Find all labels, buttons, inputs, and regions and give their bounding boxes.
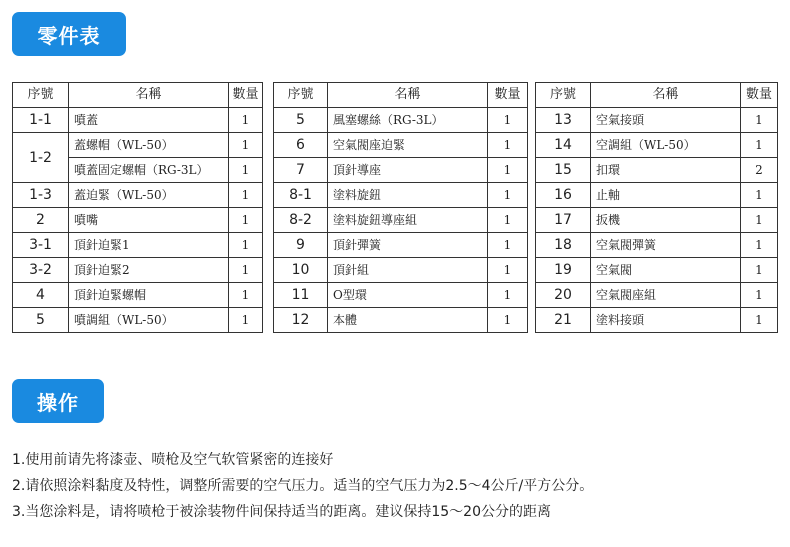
part-name: 空氣閥座組 xyxy=(591,283,741,308)
part-number: 5 xyxy=(274,108,328,133)
part-quantity: 1 xyxy=(741,233,778,258)
table-header-row xyxy=(274,83,528,108)
part-quantity: 1 xyxy=(741,308,778,333)
operation-heading: 操作 xyxy=(12,379,104,423)
part-number: 20 xyxy=(536,283,591,308)
part-number: 12 xyxy=(274,308,328,333)
table-row xyxy=(13,233,263,258)
part-quantity: 1 xyxy=(488,308,528,333)
table-row xyxy=(13,283,263,308)
table-row xyxy=(536,108,778,133)
part-quantity: 1 xyxy=(229,208,263,233)
part-quantity: 1 xyxy=(488,133,528,158)
part-name: 噴調組（WL-50） xyxy=(69,308,229,333)
instruction-item: 3.当您涂料是，请将喷枪于被涂装物件间保持适当的距离。建议保持15～20公分的距离 xyxy=(12,504,551,520)
part-name: 頂針組 xyxy=(328,258,488,283)
parts-table-1 xyxy=(12,82,263,333)
part-quantity: 1 xyxy=(229,258,263,283)
part-number: 8-2 xyxy=(274,208,328,233)
part-number: 9 xyxy=(274,233,328,258)
part-name: 塗料旋鈕 xyxy=(328,183,488,208)
part-quantity: 1 xyxy=(741,208,778,233)
part-name: 扣環 xyxy=(591,158,741,183)
part-quantity: 1 xyxy=(741,283,778,308)
part-name: 塗料接頭 xyxy=(591,308,741,333)
part-number: 6 xyxy=(274,133,328,158)
part-name: O型環 xyxy=(328,283,488,308)
part-number: 1-1 xyxy=(13,108,69,133)
part-number: 10 xyxy=(274,258,328,283)
part-name: 噴蓋固定螺帽（RG-3L） xyxy=(69,158,229,183)
part-number: 3-2 xyxy=(13,258,69,283)
table-row xyxy=(13,258,263,283)
part-quantity: 1 xyxy=(488,158,528,183)
part-name: 空氣閥座迫緊 xyxy=(328,133,488,158)
part-quantity: 1 xyxy=(741,108,778,133)
part-name: 頂針迫緊螺帽 xyxy=(69,283,229,308)
instruction-list xyxy=(12,447,782,525)
table-row xyxy=(536,158,778,183)
part-number: 2 xyxy=(13,208,69,233)
parts-table-2 xyxy=(273,82,528,333)
part-quantity: 1 xyxy=(229,308,263,333)
table-row xyxy=(274,108,528,133)
table-row xyxy=(536,183,778,208)
part-number: 8-1 xyxy=(274,183,328,208)
header-name: 名稱 xyxy=(69,83,229,108)
parts-table-3 xyxy=(535,82,778,333)
part-name: 塗料旋鈕導座組 xyxy=(328,208,488,233)
part-number: 15 xyxy=(536,158,591,183)
header-name: 名稱 xyxy=(591,83,741,108)
header-number: 序號 xyxy=(13,83,69,108)
part-number: 21 xyxy=(536,308,591,333)
instruction-item: 1.使用前请先将漆壶、喷枪及空气软管紧密的连接好 xyxy=(12,452,334,468)
table-row xyxy=(13,108,263,133)
table-header-row xyxy=(13,83,263,108)
part-quantity: 1 xyxy=(229,133,263,158)
part-quantity: 1 xyxy=(229,233,263,258)
part-name: 空氣閥彈簧 xyxy=(591,233,741,258)
table-row xyxy=(274,283,528,308)
part-quantity: 1 xyxy=(229,283,263,308)
table-row xyxy=(536,258,778,283)
table-row xyxy=(536,133,778,158)
part-name: 頂針迫緊2 xyxy=(69,258,229,283)
part-name: 頂針彈簧 xyxy=(328,233,488,258)
part-name: 蓋迫緊（WL-50） xyxy=(69,183,229,208)
part-number: 1-3 xyxy=(13,183,69,208)
header-number: 序號 xyxy=(274,83,328,108)
table-row xyxy=(536,233,778,258)
part-quantity: 1 xyxy=(488,258,528,283)
table-row xyxy=(13,183,263,208)
part-quantity: 1 xyxy=(488,183,528,208)
part-number: 1-2 xyxy=(13,133,69,183)
table-row xyxy=(13,208,263,233)
part-name: 噴蓋 xyxy=(69,108,229,133)
header-name: 名稱 xyxy=(328,83,488,108)
part-name: 蓋螺帽（WL-50） xyxy=(69,133,229,158)
table-row xyxy=(536,208,778,233)
table-row xyxy=(13,133,263,158)
part-quantity: 1 xyxy=(229,158,263,183)
part-name: 噴嘴 xyxy=(69,208,229,233)
part-name: 頂針迫緊1 xyxy=(69,233,229,258)
part-number: 7 xyxy=(274,158,328,183)
part-quantity: 1 xyxy=(741,133,778,158)
table-row xyxy=(274,158,528,183)
part-quantity: 1 xyxy=(488,283,528,308)
table-row xyxy=(536,308,778,333)
header-number: 序號 xyxy=(536,83,591,108)
part-name: 扳機 xyxy=(591,208,741,233)
part-quantity: 1 xyxy=(741,183,778,208)
part-number: 18 xyxy=(536,233,591,258)
table-header-row xyxy=(536,83,778,108)
table-row xyxy=(274,208,528,233)
table-row xyxy=(13,308,263,333)
part-quantity: 1 xyxy=(229,183,263,208)
part-name: 空調組（WL-50） xyxy=(591,133,741,158)
part-quantity: 1 xyxy=(741,258,778,283)
part-name: 本體 xyxy=(328,308,488,333)
header-quantity: 數量 xyxy=(229,83,263,108)
part-number: 19 xyxy=(536,258,591,283)
table-row xyxy=(536,283,778,308)
part-name: 頂針導座 xyxy=(328,158,488,183)
part-number: 14 xyxy=(536,133,591,158)
part-quantity: 1 xyxy=(488,108,528,133)
table-row xyxy=(274,133,528,158)
header-quantity: 數量 xyxy=(741,83,778,108)
part-quantity: 1 xyxy=(488,233,528,258)
table-row xyxy=(274,233,528,258)
instruction-item: 2.请依照涂料黏度及特性，调整所需要的空气压力。适当的空气压力为2.5～4公斤/平方公分。 xyxy=(12,478,594,494)
part-number: 3-1 xyxy=(13,233,69,258)
part-name: 風塞螺絲（RG-3L） xyxy=(328,108,488,133)
table-row xyxy=(274,308,528,333)
header-quantity: 數量 xyxy=(488,83,528,108)
part-name: 空氣接頭 xyxy=(591,108,741,133)
part-number: 5 xyxy=(13,308,69,333)
part-quantity: 2 xyxy=(741,158,778,183)
part-quantity: 1 xyxy=(229,108,263,133)
part-number: 4 xyxy=(13,283,69,308)
part-number: 16 xyxy=(536,183,591,208)
part-number: 13 xyxy=(536,108,591,133)
part-number: 11 xyxy=(274,283,328,308)
table-row xyxy=(274,258,528,283)
part-number: 17 xyxy=(536,208,591,233)
part-name: 止軸 xyxy=(591,183,741,208)
parts-list-heading: 零件表 xyxy=(12,12,126,56)
table-row xyxy=(274,183,528,208)
part-quantity: 1 xyxy=(488,208,528,233)
part-name: 空氣閥 xyxy=(591,258,741,283)
